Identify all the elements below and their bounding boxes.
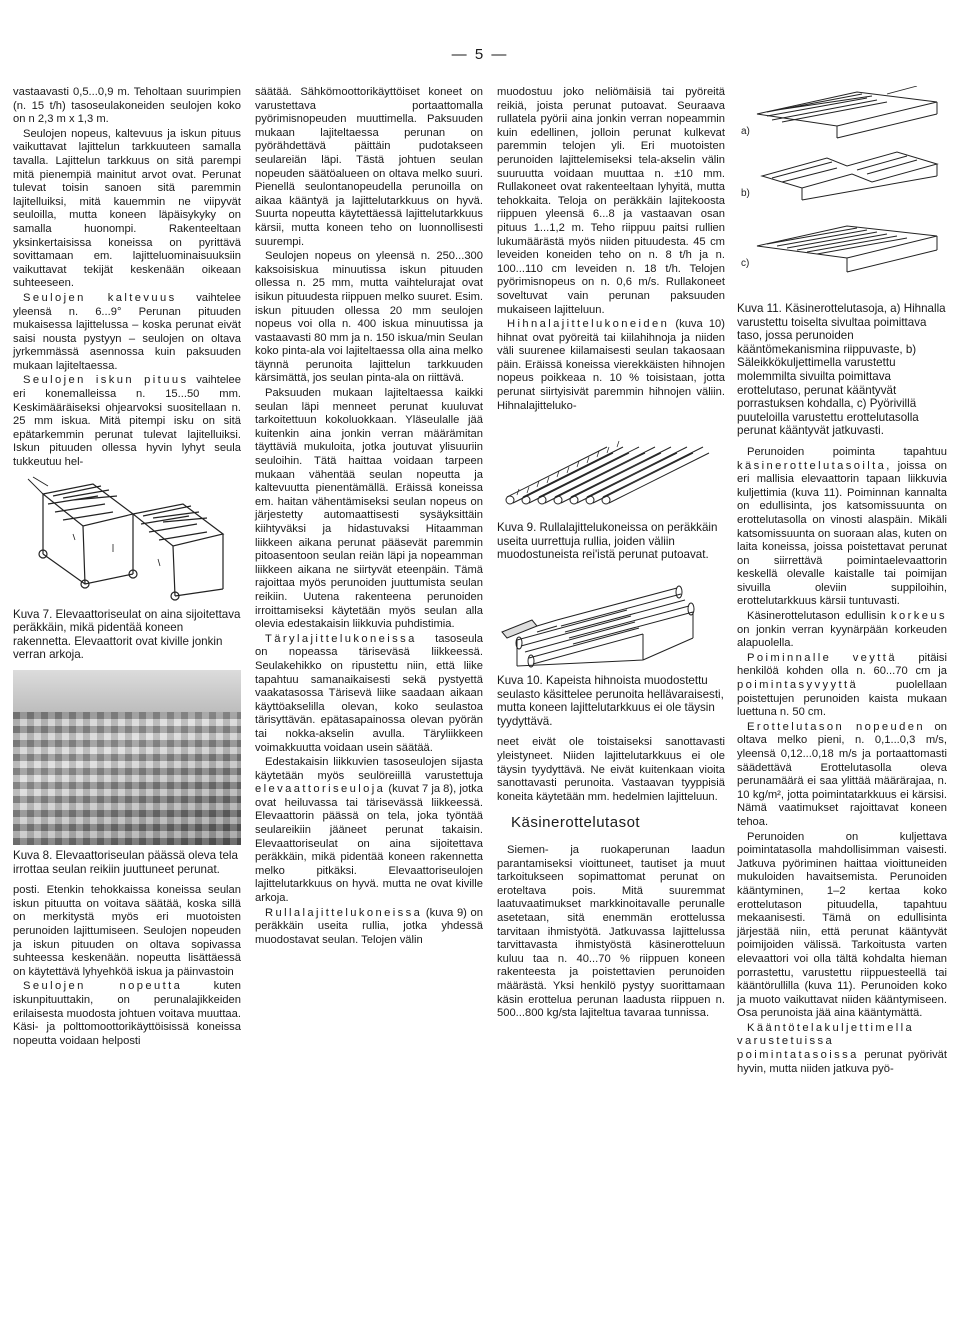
- paragraph: [497, 318, 725, 413]
- paragraph: Seulojen nopeus on yleensä n. 250...300 kaksoisiskua minuutissa iskun pituuden ollessa n. 25 mm, mutta vaihtelurajat ovat isikun pituudesta riippuen melko suuret. Esim. iskun pituuden ollessa 20 mm seulojen nopeus voi olla n. 400 iskua minuutissa ja vastaavasti 80 mm ja n. 150 iskua/min Seulan koko pinta-ala voi lajiteltaessa olla aina melko täynnä perunoita lajittelun tarkkuuden kärsimättä, jos seulan pinta-ala on riittävä.: [255, 250, 483, 385]
- paragraph-text: (kuvat 7 ja 8), jotka ovat heiluvassa tai tärisevässä liikkeessä. Elevaattorin päässä on tela, joka työntää seulareikiin jääneet perunat takaisin. Elevaattoriseulat on aina sijoitettava peräkkäin, mikä pidentää koneen rakennetta melko pitkäksi. Elevaattoriseulojen lajittelutarkkuus on hyvä. mutta ne ovat kiville arkoja.: [255, 783, 483, 905]
- paragraph: [255, 756, 483, 906]
- paragraph-text: puolellaan poistettujen perunoiden kaista mukaan luettuna n. 50 cm.: [737, 679, 947, 719]
- figure-8-photo: [13, 670, 241, 845]
- paragraph: [737, 652, 947, 720]
- paragraph: posti. Etenkin tehokkaissa koneissa seulan iskun pituutta on voitava säätää, koska sillä on merkitystä myös eri muotoisten perunoiden lajittumiseen. Seulojen nopeuden ja iskun pituuden on oltava sopivassa suhteessa keskenään. nopeutta lisättäessä on käytettävä lyhyehköä iskua ja päinvastoin: [13, 884, 241, 978]
- paragraph-text: vaihtelee eri konemalleissa n. 15...50 mm. Keskimääräiseksi ohjearvoksi suositellaan n. 25 mm iskua. Mitä pitempi isku on sitä epätarkemmin perunat tulevat lajitelluiksi. Iskun pituuden ollessa hyvin lyhyt seula tukkeutuu hel-: [13, 374, 241, 469]
- paragraph-text: , joissa on eri mallisia elevaattorin tapaan liikkuvia kuljettimia (kuva 11). Poiminnan kannalta on edullisinta, jos katsomissuunta on erottelutasolla on vinosti alaspäin. Mikäli katsomissuunta on suoraan alas, kuten on laita koneissa, joissa poistettavat perunat on siirrettävä poimintaelevaattorin keskellä olevalle kaistalle tai poimijan sivuilla oleviin suppiloihin, erottelutarkkuus kärsii tuntuvasti.: [737, 459, 947, 608]
- paragraph: [255, 633, 483, 755]
- figure-10-caption: Kuva 10. Kapeista hihnoista muodostettu seulasto käsittelee perunoita hellävaraisesti, mutta koneen lajittelutarkkuus ei ole täysin tyydyttävä.: [497, 674, 724, 728]
- column-1: [13, 86, 241, 1049]
- paragraph: [13, 374, 241, 469]
- paragraph: [737, 446, 947, 609]
- spaced-term: korkeus: [891, 610, 948, 623]
- spaced-term: Rullalajittelukoneissa: [265, 906, 423, 919]
- column-2: [255, 86, 483, 948]
- paragraph: Paksuuden mukaan lajiteltaessa kaikki seulan läpi menneet perunat kuuluvat tarkoitettuun kokoluokkaan. Yläseulalle jää kuitenkin aina jonkin verran määrämitan täyttäviä mukuloita, jotka joutuvat ylisuuriin seuloihin. Tätä haittaa voidaan tarpeen mukaan vähentää seulan nopeutta ja kaltevuutta pienentämällä. Eräissä koneissa em. haitan vähentämiseksi seulan nopeus on järjestetty automaattisesti sysäyksittäin kiihtyväksi ja hidastuvaksi Hitaamman liikkeen aikana perunat pääsevät paremmin pitoasentoon seulan reiän läpi ja nopeamman liikkeen aikana ne siirtyvät eteenpäin. Tämä rajoittaa myös perunoiden juuttumista seulan reikiin. Uutena rakenteena perunoiden irroittamiseksi käytetään myös seulan alla olevia edestakaisin liikkuvia puhdistimia.: [255, 387, 483, 631]
- figure-label-a: a): [741, 126, 750, 137]
- spaced-term: Poiminnalle: [747, 651, 832, 664]
- paragraph-text: kuten iskunpituuttakin, on perunalajikkeiden erilaisesta muodosta johtuen voitava muuttaa. Käsi- ja polttomoottorikäyttöisissä koneissa nopeutta voidaan helposti: [13, 980, 241, 1047]
- page-number: — 5 —: [451, 46, 509, 63]
- figure-7-elevator-screens: [13, 474, 241, 604]
- figure-label-b: b): [741, 188, 750, 199]
- paragraph: [255, 907, 483, 948]
- paragraph: [13, 980, 241, 1048]
- spaced-term: käsinerottelutasoilta: [737, 459, 887, 472]
- column-4: [737, 302, 947, 1077]
- paragraph: neet eivät ole toistaiseksi sanottavasti yleistyneet. Niiden lajittelutarkkuus ei ole täysin tyydyttävä. Ne eivät kuitenkaan vioita sanottavasti perunoita. Vastaavan tyyppisiä koneita käytetään mm. hedelmien lajitteluun.: [497, 736, 725, 803]
- paragraph: [13, 292, 241, 374]
- paragraph: [737, 1022, 947, 1076]
- spaced-term: Erottelutason nopeuden: [747, 720, 926, 733]
- paragraph-text: (kuva 10) hihnat ovat pyöreitä tai kiilahihnoja ja niiden väli suurenee kiilamaisesti seulan takaosaan päin. Eräissä koneissa vierekkäisten hihnojen nopeus poikkeaa n. 10 % toisistaan, jotta perunat siirtyisivät paremmin hihnojen väliin. Hihnalajitteluko-: [497, 318, 725, 412]
- figure-8-caption: Kuva 8. Elevaattoriseulan päässä oleva tela irrottaa seulan reikiin juuttuneet perunat.: [13, 849, 238, 876]
- paragraph: vastaavasti 0,5...0,9 m. Teholtaan suurimpien (n. 15 t/h) tasoseulakoneiden seulojen koko on n 2,3 m x 1,3 m.: [13, 86, 241, 126]
- spaced-term: poimintasyvyyttä: [737, 679, 859, 692]
- spaced-term: Seulojen iskun pituus: [23, 374, 189, 387]
- paragraph: Siemen- ja ruokaperunan laadun parantamiseksi vioittuneet, tautiset ja muut tarkoitukseen sopimattomat perunat on eroteltava pois. Mitä suuremmat laatuvaatimukset markkinoitavalle perunalle asetetaan, sitä enemmän erottelussa tarvitaan ihmistyötä. Jatkuvassa lajittelussa tarvittavasta ihmistyöstä käsinerotteluun kuluu taa n. 40...70 % riippuen koneen rakenteesta ja poistettavien perunoiden määrästä. Yksi henkilö pystyy suorittamaan käsin erottelua perunan laadusta riippuen n. 500...800 kg/sta lajiteltua tavaraa tunnissa.: [497, 843, 725, 1020]
- figure-9-roller-sorter: [497, 417, 725, 517]
- paragraph: säätää. Sähkömoottorikäyttöiset koneet on varustettava portaattomalla pyörimisnopeuden muuttimella. Paksuuden mukaan lajiteltaessa perunan on pyörähdettävä päittäin pudotakseen seulareiän läpi. Tästä johtuen seulan nopeuden säätöalueen on oltava melko suuri. Pienellä seulontanopeudella perunoilla on aikaa kääntyä ja lajittelutarkkuus on hyvä. Suurta nopeutta käytettäessä lajittelutarkkuus kärsii, mutta koneen teho on luonnollisesti suurempi.: [255, 86, 483, 248]
- paragraph: Seulojen nopeus, kaltevuus ja iskun pituus vaikuttavat lajittelun tarkkuuteen samalla tavalla. Lajittelun tarkkuus on sitä parempi mitä pienempiä mainitut arvot ovat. Perunat tulevat toisin sanoen sitä paremmin lajitelluiksi, mitä kauemmin ne viipyvät seuloilla, mutta koneen läpäisykyky on samalla huonompi. Rakenteeltaan yksinkertaisissa koneissa on pyrittävä sovittamaan em. lajitteluominaisuuksiin vaikuttavat tekijät keskenään oikeaan suhteeseen.: [13, 127, 241, 290]
- column-3: [497, 86, 725, 1022]
- paragraph-text: perunat pyörivät hyvin, mutta niiden jatkuva pyö-: [737, 1049, 947, 1075]
- paragraph-text: Käsinerottelutason edullisin: [747, 610, 886, 623]
- figure-label-c: c): [741, 258, 750, 269]
- paragraph-text: Perunoiden poiminta tapahtuu: [747, 445, 947, 458]
- paragraph-text: on jonkin verran kyynärpään korkeuden alapuolella.: [737, 623, 947, 650]
- paragraph-text: pitäisi henkilöä kohden olla n. 60...70 cm ja: [737, 651, 947, 678]
- spaced-term: veyttä: [852, 651, 897, 664]
- figure-10-belt-sorter: [497, 570, 725, 670]
- paragraph: [737, 610, 947, 651]
- paragraph: [737, 721, 947, 830]
- figure-11-sorting-tables: [737, 86, 949, 296]
- spaced-term: Tärylajittelukoneissa: [265, 632, 417, 645]
- spaced-term: Seulojen nopeutta: [23, 980, 183, 993]
- figure-11-caption: Kuva 11. Käsinerottelutasoja, a) Hihnalla varustettu toiselta sivultaa poimittava taso, jossa perunoiden kääntömekanismina riippuvaste, b) Säleikkökuljettimella varustettu molemmilta sivuilta poimittava erottelutaso, perunat kääntyvät porrastuksen kohdalla, c) Pyörivillä puuteloilla varustettu erottelutasolla perunat kääntyvät jatkuvasti.: [737, 302, 946, 438]
- paragraph-text: vaihtelee yleensä n. 6...9° Perunan pituuden mukaisessa lajittelussa – koska perunat eivät saisi nousta pystyyn – seulojen on oltava jyrkemmässä asennossa kuin paksuuden mukaan lajiteltaessa.: [13, 291, 241, 372]
- figure-7-caption: Kuva 7. Elevaattoriseulat on aina sijoitettava peräkkäin, mikä pidentää koneen rakennetta. Elevaattorit ovat kiville jonkin verran arkoja.: [13, 607, 241, 662]
- spaced-term: Hihnalajittelukoneiden: [507, 318, 670, 331]
- paragraph: muodostuu joko neliömäisiä tai pyöreitä reikiä, joista perunat putoavat. Seuraava rullatela pyörii aina jonkin verran nopeammin kuin edellinen, jolloin perunat kulkevat paremmin telojen yli. Eri muotoisten perunoiden lajittelemiseksi tela-akselin välin suuruutta voidaan muuttaa n. ±10 mm. Rullakoneet ovat rakenteeltaan lyhyitä, mutta tehokkaita. Teloja on peräkkäin lajitekoosta riippuen yleensä 6...8 ja vastaavan osan pituus 1...1,2 m. Teho riippuu paitsi rullien lukumäärästä myös niiden pituudesta. 45 cm leveiden koneiden teho on n. 8 t/h ja n. 100...110 cm leveiden n. 18 t/h. Telojen pyörimisnopeus on n. 0,6 m/s. Rullakoneet soveltuvat vain perunan paksuuden mukaiseen lajitteluun.: [497, 86, 725, 316]
- paragraph-text: tasoseula on nopeassa täriseväsä liikkeessä. Seulakehikko on ripustettu niin, että liike tapahtuu samanaikaisesti sekä pystyettä vaakatasossa Tärisevä liike saadaan aikaan käyttöakselilla olevan, koko seulastoa tärisyttävän. epätasapainossa olevan pyörän tai nokka-akselin avulla. Täryliikkeen voimakkuutta voidaan usein säätää.: [255, 632, 483, 754]
- spaced-term: Seulojen kaltevuus: [23, 291, 177, 304]
- paragraph: Perunoiden on kuljettava poimintatasolla mahdollisimman vaisesti. Jatkuva pyöriminen haittaa vioittuneiden mukuloiden havaitsemista. Perunoiden kääntyminen, 1–2 kertaa koko erottelutason pituudella, tapahtuu mekaanisesti. Tämä on edullisinta järjestää niin, että perunat kääntyvät poimijoiden välissä. Tarkoitusta varten elevaattori voi olla tältä kohdalta hieman porrastettu, varustettu riippuesteellä tai kääntörullilla (kuva 11). Perunoiden koko ja muoto vaikuttavat niiden kääntymiseen. Osa perunoista jää aina kääntymättä.: [737, 830, 947, 1020]
- paragraph-text: on oltava melko pieni, n. 0,1...0,3 m/s, yleensä 0,12...0,18 m/s ja portaattomasti säädettävä Erottelutasolla oleva perunamäärä ei saa ylittää määrärajaa, n. 10 kg/m², jotta poimintatarkkuus ei kärsisi. Nämä vaatimukset rajoittavat koneen tehoa.: [737, 720, 947, 828]
- spaced-term: Kääntötelakuljettimella varustetuissa poimintatasoissa: [737, 1021, 915, 1062]
- figure-9-caption: Kuva 9. Rullalajittelukoneissa on peräkkäin useita uurrettuja rullia, joiden väliin muodostuneista rei'istä perunat putoavat.: [497, 521, 718, 562]
- paragraph-text: (kuva 9) on peräkkäin useita rullia, jotka yhdessä muodostavat seulan. Telojen välin: [255, 906, 483, 946]
- spaced-term: elevaattoriseuloja: [255, 783, 386, 796]
- section-heading: Käsinerottelutasot: [511, 814, 641, 832]
- paragraph-text: Edestakaisin liikkuvien tasoseulojen sijasta käytetään myös seulöreiillä varustettuja: [255, 756, 483, 782]
